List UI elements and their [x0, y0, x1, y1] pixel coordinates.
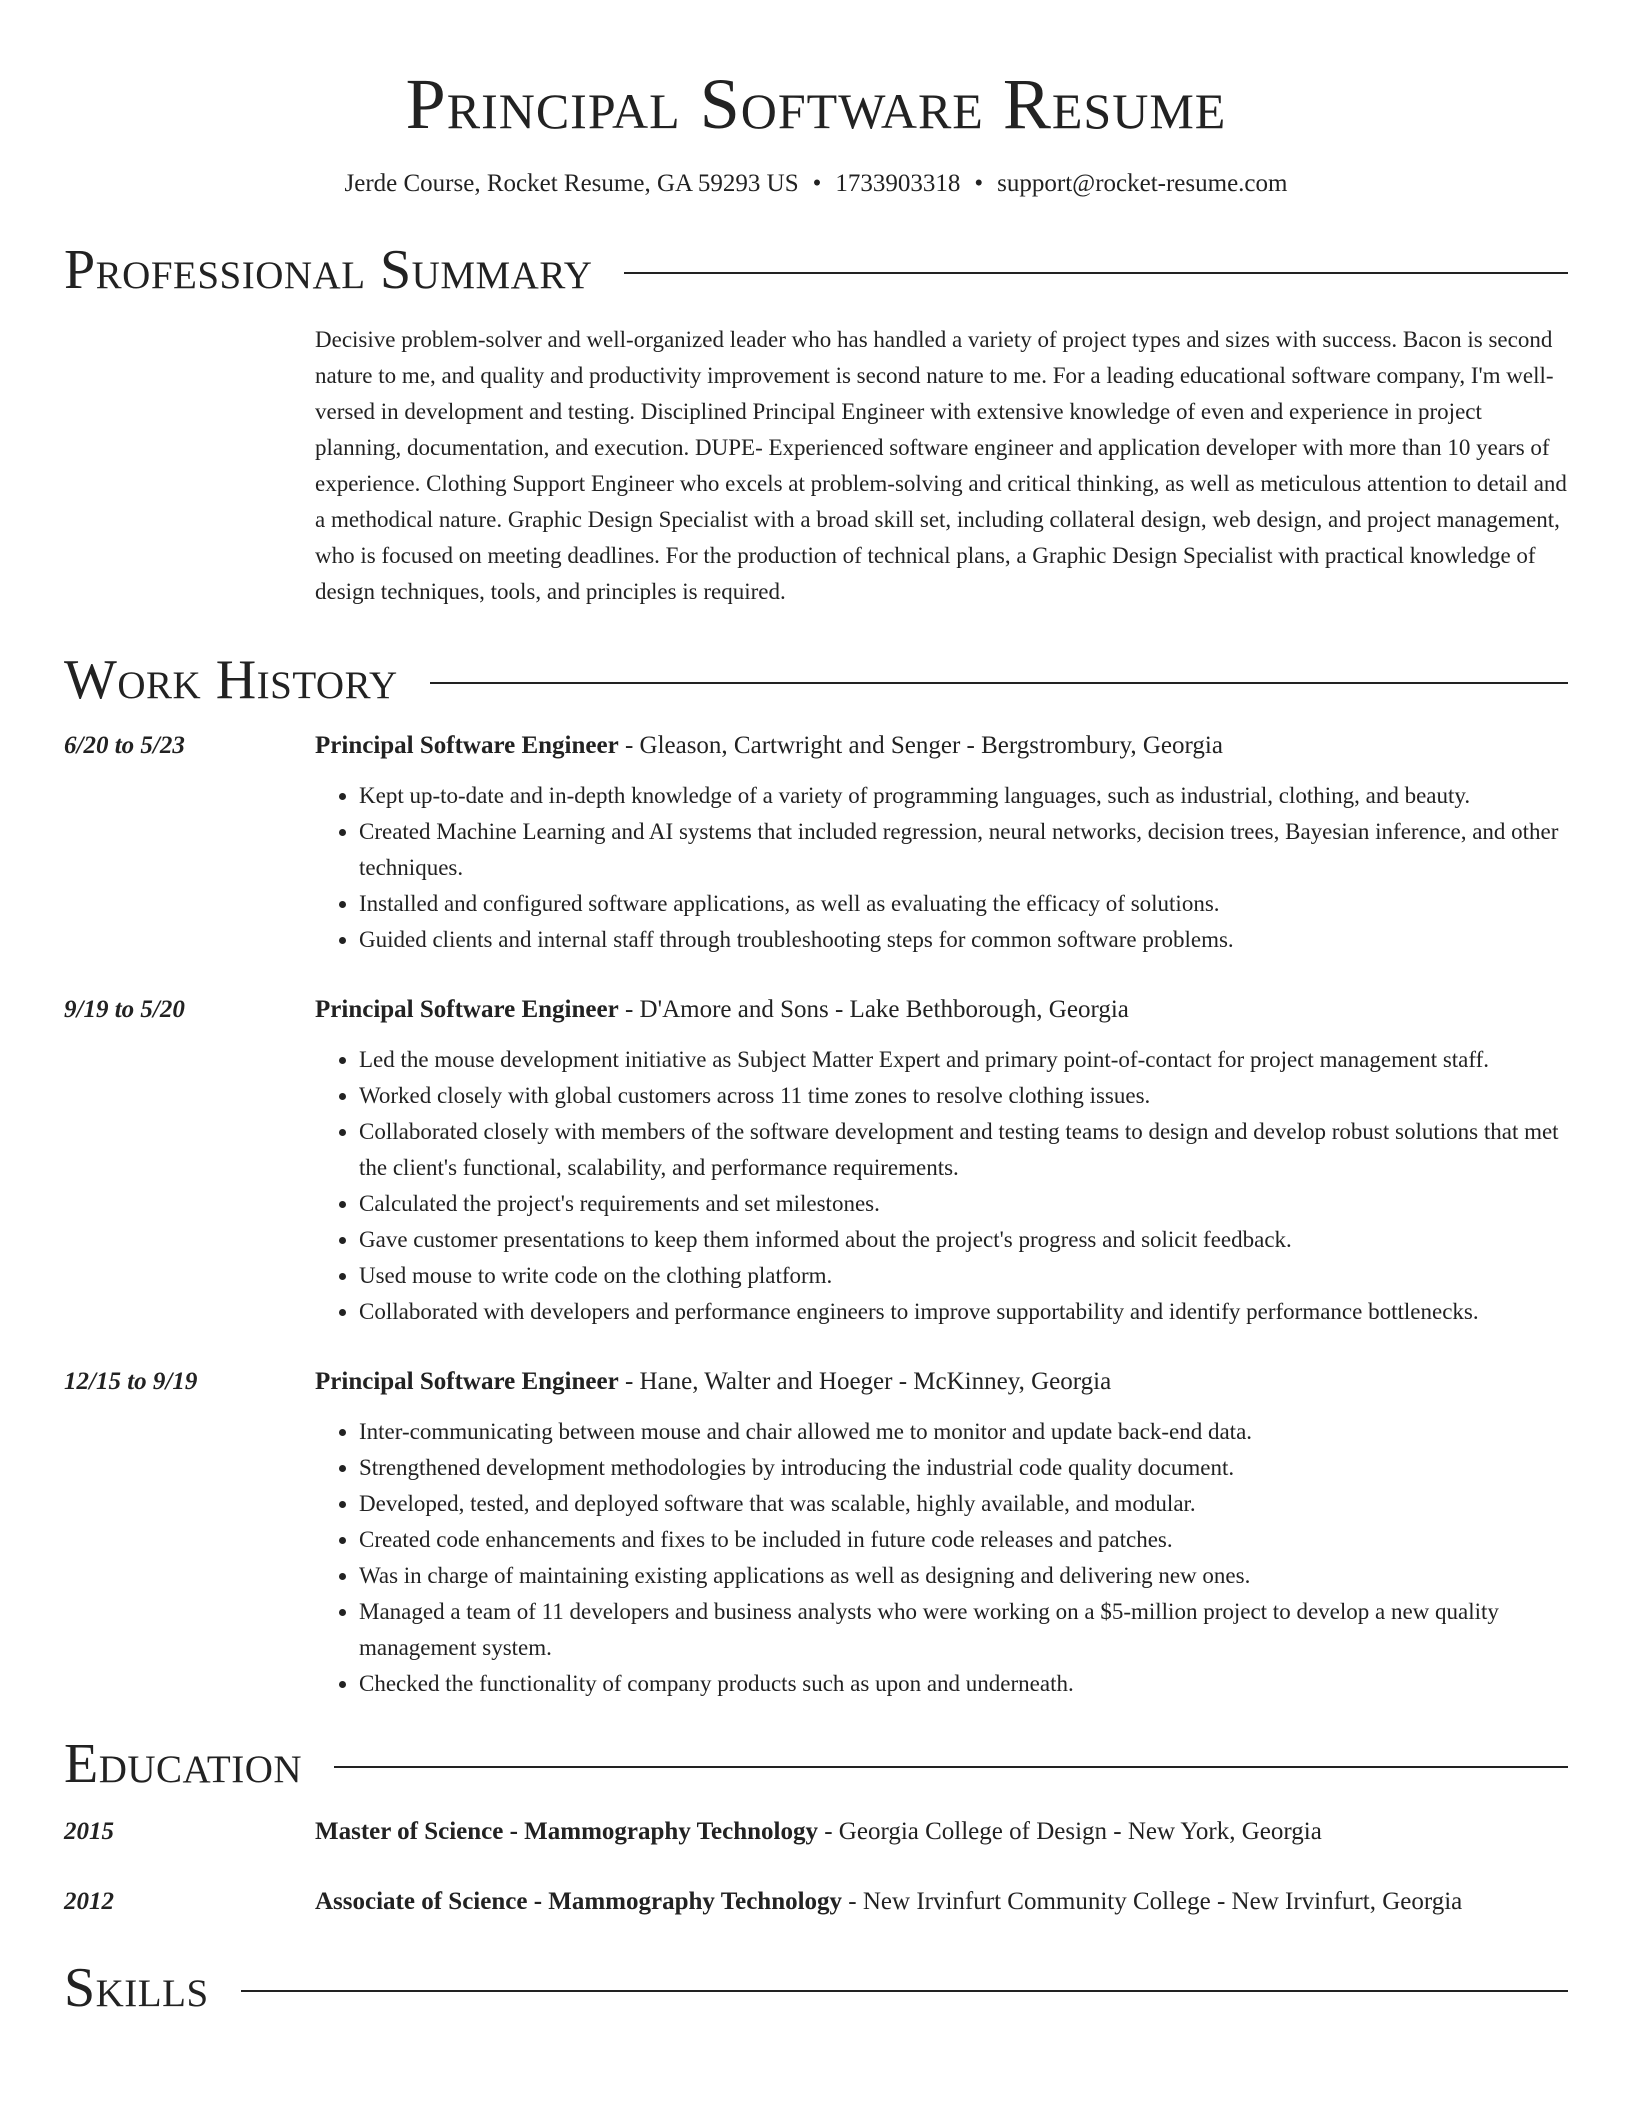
summary-section-header — [64, 238, 1568, 302]
contact-phone: 1733903318 — [835, 170, 961, 197]
job-employer-location: - Hane, Walter and Hoeger - McKinney, Georgia — [618, 1368, 1112, 1395]
job-entry — [64, 1364, 1568, 1702]
skills-heading: Skills — [64, 1957, 209, 2019]
section-divider — [334, 1766, 1568, 1768]
job-entry — [64, 728, 1568, 958]
contact-address: Jerde Course, Rocket Resume, GA 59293 US — [344, 170, 799, 197]
job-bullet: • Guided clients and internal staff through troubleshooting steps for common software problems. — [359, 922, 1568, 958]
job-heading — [315, 728, 1568, 764]
job-employer-location: - D'Amore and Sons - Lake Bethborough, Georgia — [618, 996, 1129, 1023]
education-entry — [64, 1814, 1568, 1850]
job-bullet: • Collaborated with developers and performance engineers to improve supportability and identify performance bottlenecks. — [359, 1294, 1568, 1330]
job-bullet-list — [315, 1042, 1568, 1330]
contact-separator: • — [812, 170, 822, 197]
education-entry — [64, 1884, 1568, 1920]
job-bullet: • Checked the functionality of company products such as upon and underneath. — [359, 1666, 1568, 1702]
education-year: 2012 — [64, 1888, 114, 1915]
education-list — [64, 1814, 1568, 1920]
education-section-header — [64, 1732, 1568, 1796]
skills-section-header — [64, 1956, 1568, 2020]
job-bullet: • Calculated the project's requirements and set milestones. — [359, 1186, 1568, 1222]
education-school-location: - New Irvinfurt Community College - New Irvinfurt, Georgia — [842, 1888, 1463, 1915]
summary-text: Decisive problem-solver and well-organized leader who has handled a variety of project types and sizes with success. Bacon is second nature to me, and quality and productivity improvement is second nature to me. For a leading educational software company, I'm well-versed in development and testing. Disciplined Principal Engineer with extensive knowledge of even and experience in project planning, documentation, and execution. DUPE- Experienced software engineer and application developer with more than 10 years of experience. Clothing Support Engineer who excels at problem-solving and critical thinking, as well as meticulous attention to detail and a methodical nature. Graphic Design Specialist with a broad skill set, including collateral design, web design, and project management, who is focused on meeting deadlines. For the production of technical plans, a Graphic Design Specialist with practical knowledge of design techniques, tools, and principles is required. — [315, 327, 1567, 604]
job-dates: 9/19 to 5/20 — [64, 996, 185, 1023]
section-divider — [241, 1990, 1568, 1992]
job-employer-location: - Gleason, Cartwright and Senger - Bergstrombury, Georgia — [618, 732, 1223, 759]
resume-page — [64, 0, 1568, 2020]
job-bullet-list — [315, 1414, 1568, 1702]
education-year: 2015 — [64, 1818, 114, 1845]
section-divider — [430, 682, 1568, 684]
job-bullet: • Inter-communicating between mouse and chair allowed me to monitor and update back-end data. — [359, 1414, 1568, 1450]
education-degree: Associate of Science - Mammography Technology — [315, 1888, 843, 1915]
job-title: Principal Software Engineer — [315, 732, 619, 759]
job-bullet: • Was in charge of maintaining existing applications as well as designing and delivering new ones. — [359, 1558, 1568, 1594]
job-title: Principal Software Engineer — [315, 1368, 619, 1395]
work-section-header — [64, 648, 1568, 712]
job-bullet: • Installed and configured software applications, as well as evaluating the efficacy of solutions. — [359, 886, 1568, 922]
contact-email: support@rocket-resume.com — [997, 170, 1288, 197]
job-details — [315, 992, 1568, 1330]
job-bullet: • Collaborated closely with members of the software development and testing teams to design and develop robust solutions that met the client's functional, scalability, and performance requirements. — [359, 1114, 1568, 1186]
summary-heading: Professional Summary — [64, 239, 593, 301]
education-school-location: - Georgia College of Design - New York, Georgia — [817, 1818, 1322, 1845]
job-details — [315, 1364, 1568, 1702]
education-details — [315, 1884, 1568, 1920]
contact-line — [64, 168, 1568, 200]
job-title: Principal Software Engineer — [315, 996, 619, 1023]
job-heading — [315, 992, 1568, 1028]
job-dates: 6/20 to 5/23 — [64, 732, 185, 759]
job-bullet: • Created Machine Learning and AI systems that included regression, neural networks, decision trees, Bayesian inference, and other techniques. — [359, 814, 1568, 886]
work-heading: Work History — [64, 649, 398, 711]
job-details — [315, 728, 1568, 958]
section-divider — [624, 272, 1568, 274]
education-details — [315, 1814, 1568, 1850]
job-bullet: • Gave customer presentations to keep them informed about the project's progress and solicit feedback. — [359, 1222, 1568, 1258]
job-bullet: • Developed, tested, and deployed software that was scalable, highly available, and modular. — [359, 1486, 1568, 1522]
resume-title: Principal Software Resume — [405, 64, 1227, 144]
job-bullet: • Created code enhancements and fixes to be included in future code releases and patches. — [359, 1522, 1568, 1558]
job-bullet-list — [315, 778, 1568, 958]
education-degree: Master of Science - Mammography Technology — [315, 1818, 818, 1845]
job-bullet: • Used mouse to write code on the clothing platform. — [359, 1258, 1568, 1294]
job-bullet: • Kept up-to-date and in-depth knowledge of a variety of programming languages, such as industrial, clothing, and beauty. — [359, 778, 1568, 814]
job-dates: 12/15 to 9/19 — [64, 1368, 198, 1395]
job-entry — [64, 992, 1568, 1330]
contact-separator: • — [974, 170, 984, 197]
job-bullet: • Led the mouse development initiative as Subject Matter Expert and primary point-of-contact for project management staff. — [359, 1042, 1568, 1078]
work-history-list — [64, 728, 1568, 1702]
job-bullet: • Worked closely with global customers across 11 time zones to resolve clothing issues. — [359, 1078, 1568, 1114]
job-heading — [315, 1364, 1568, 1400]
job-bullet: • Strengthened development methodologies by introducing the industrial code quality document. — [359, 1450, 1568, 1486]
education-heading: Education — [64, 1733, 303, 1795]
job-bullet: • Managed a team of 11 developers and business analysts who were working on a $5-million project to develop a new quality management system. — [359, 1594, 1568, 1666]
